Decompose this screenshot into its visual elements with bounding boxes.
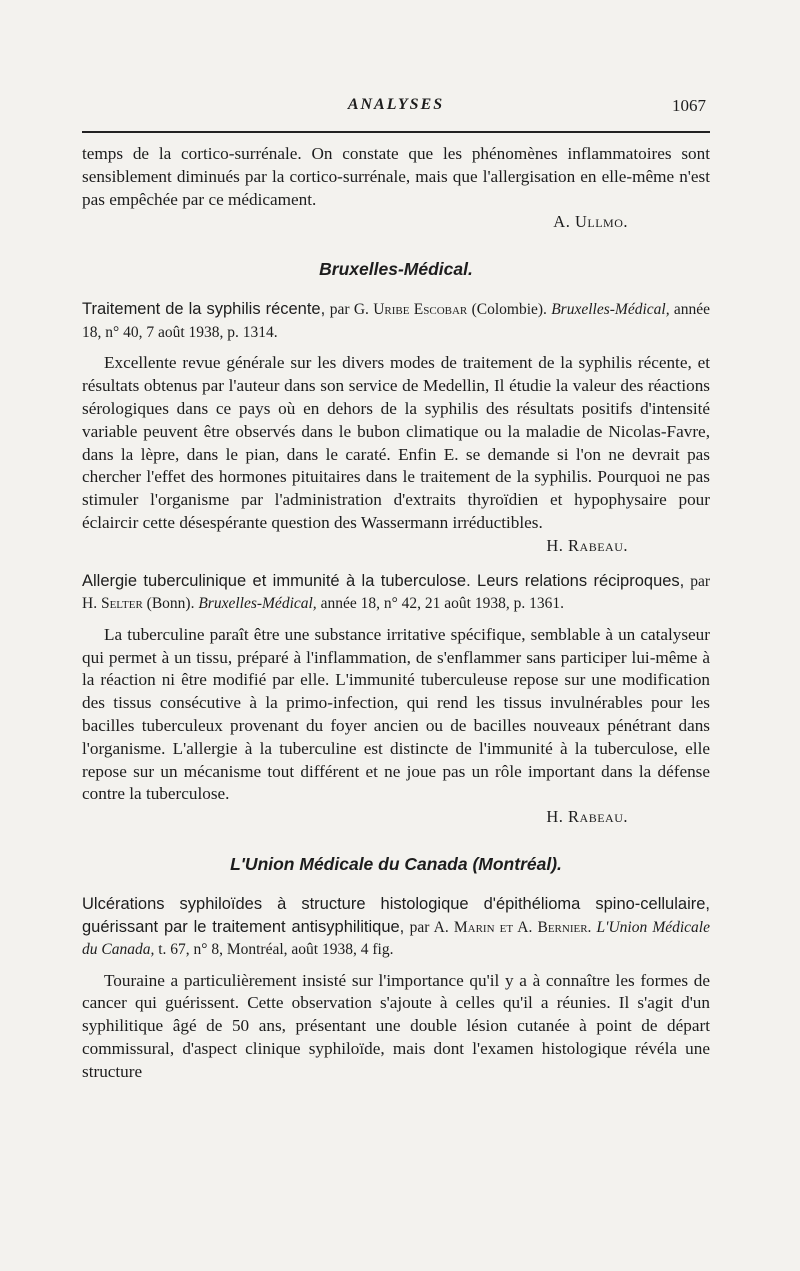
article-title: Traitement de la syphilis récente, [82,300,326,319]
intro-signature: A. Ullmo. [553,212,628,232]
article-authors: Uribe Escobar [373,301,468,319]
article-body: Excellente revue générale sur les divers modes de traitement de la syphilis récente, et résultats obtenus par l'auteur dans son service de Medellin, Il étudie la valeur des réactions sérologiques dans ce pays où en dehors de la syphilis des résultats positifs d'intensité variable peuvent être observés dans le bubon climatique ou la maladie de Nicolas-Favre, dans la lèpre, dans le pian, dans le caraté. Enfin E. se demande si l'on ne devrait pas chercher l'effet des hormones pituitaires dans le traitement de la syphilis. Pourquoi ne pas stimuler l'organisme par l'administration d'extraits thyroïdien et hypophysaire pour éclaircir cette désespérante question des Wassermann irréductibles. [82,353,710,532]
article-journal-ref: Bruxelles-Médical, [198,595,317,613]
article-authors-suffix: (Bonn). [142,595,199,613]
article-title: Allergie tuberculinique et immunité à la tuberculose. Leurs relations réciproques, [82,571,685,590]
article-authors-prefix: par G. [329,301,374,319]
journal-heading: L'Union Médicale du Canada (Montréal). [230,854,562,875]
article-authors-suffix: (Colombie). [467,301,552,319]
article-heading [82,298,710,343]
article-ref-rest: t. 67, n° 8, Montréal, août 1938, 4 fig. [154,941,394,959]
article-ref-rest: année 18, n° 42, 21 août 1938, p. 1361. [316,595,564,613]
journal-heading: Bruxelles-Médical. [319,259,473,280]
article-body: La tuberculine paraît être une substance irritative spécifique, semblable à un catalyseur qui permet à un tissu, préparé à l'inflammation, de s'enflammer sans participer lui-même à la réaction ni être modifié par elle. L'immunité tuberculeuse repose sur une modification des tissus consécutive à la primo-infection, qui rend les tissus invulnérables pour les bacilles tuberculeux provenant du foyer ancien ou de bacilles nouveaux pénétrant dans l'organisme. L'allergie à la tuberculine est distincte de l'immunité à la tuberculose, elle repose sur un mécanisme tout différent et ne joue pas un rôle important dans la défense contre la tuberculose. [82,624,710,804]
article-signature: H. Rabeau. [546,535,628,555]
article-heading [82,893,710,961]
article-authors-prefix: par A. [409,918,454,936]
article-heading [82,570,710,615]
page-number: 1067 [672,96,706,115]
article-signature: H. Rabeau. [546,807,628,827]
article-body: Touraine a particulièrement insisté sur l'importance qu'il y a à connaître les formes de cancer qui guérissent. Cette observation s'ajoute à celles qu'il a réunies. Il s'agit d'un syphilitique âgé de 50 ans, présentant une double lésion cutanée à point de départ commissural, d'aspect clinique syphiloïde, mais dont l'examen histologique révéla une structure [82,970,710,1081]
article-journal-ref: Bruxelles-Médical, [551,301,670,319]
running-head [82,96,710,122]
article-authors-prefix: par H. [82,572,710,613]
header-rule [82,131,710,133]
intro-paragraph: temps de la cortico-surrénale. On constate que les phénomènes inflammatoires sont sensiblement diminués par la cortico-surrénale, mais que l'allergisation en elle-même n'est pas empêchée par ce médicament. [82,144,710,209]
article-authors: Selter [100,595,143,613]
running-title: ANALYSES [347,96,445,113]
article-journal-ref: L'Union Médicale du Canada, [82,918,710,959]
content [82,143,710,1084]
article-authors: Marin et A. Bernier. [453,918,592,936]
article-title: Ulcérations syphiloïdes à structure histologique d'épithélioma spino-cellulaire, guérissant par le traitement antisyphilitique, [82,895,710,936]
article-ref-rest: année 18, n° 40, 7 août 1938, p. 1314. [82,301,711,341]
